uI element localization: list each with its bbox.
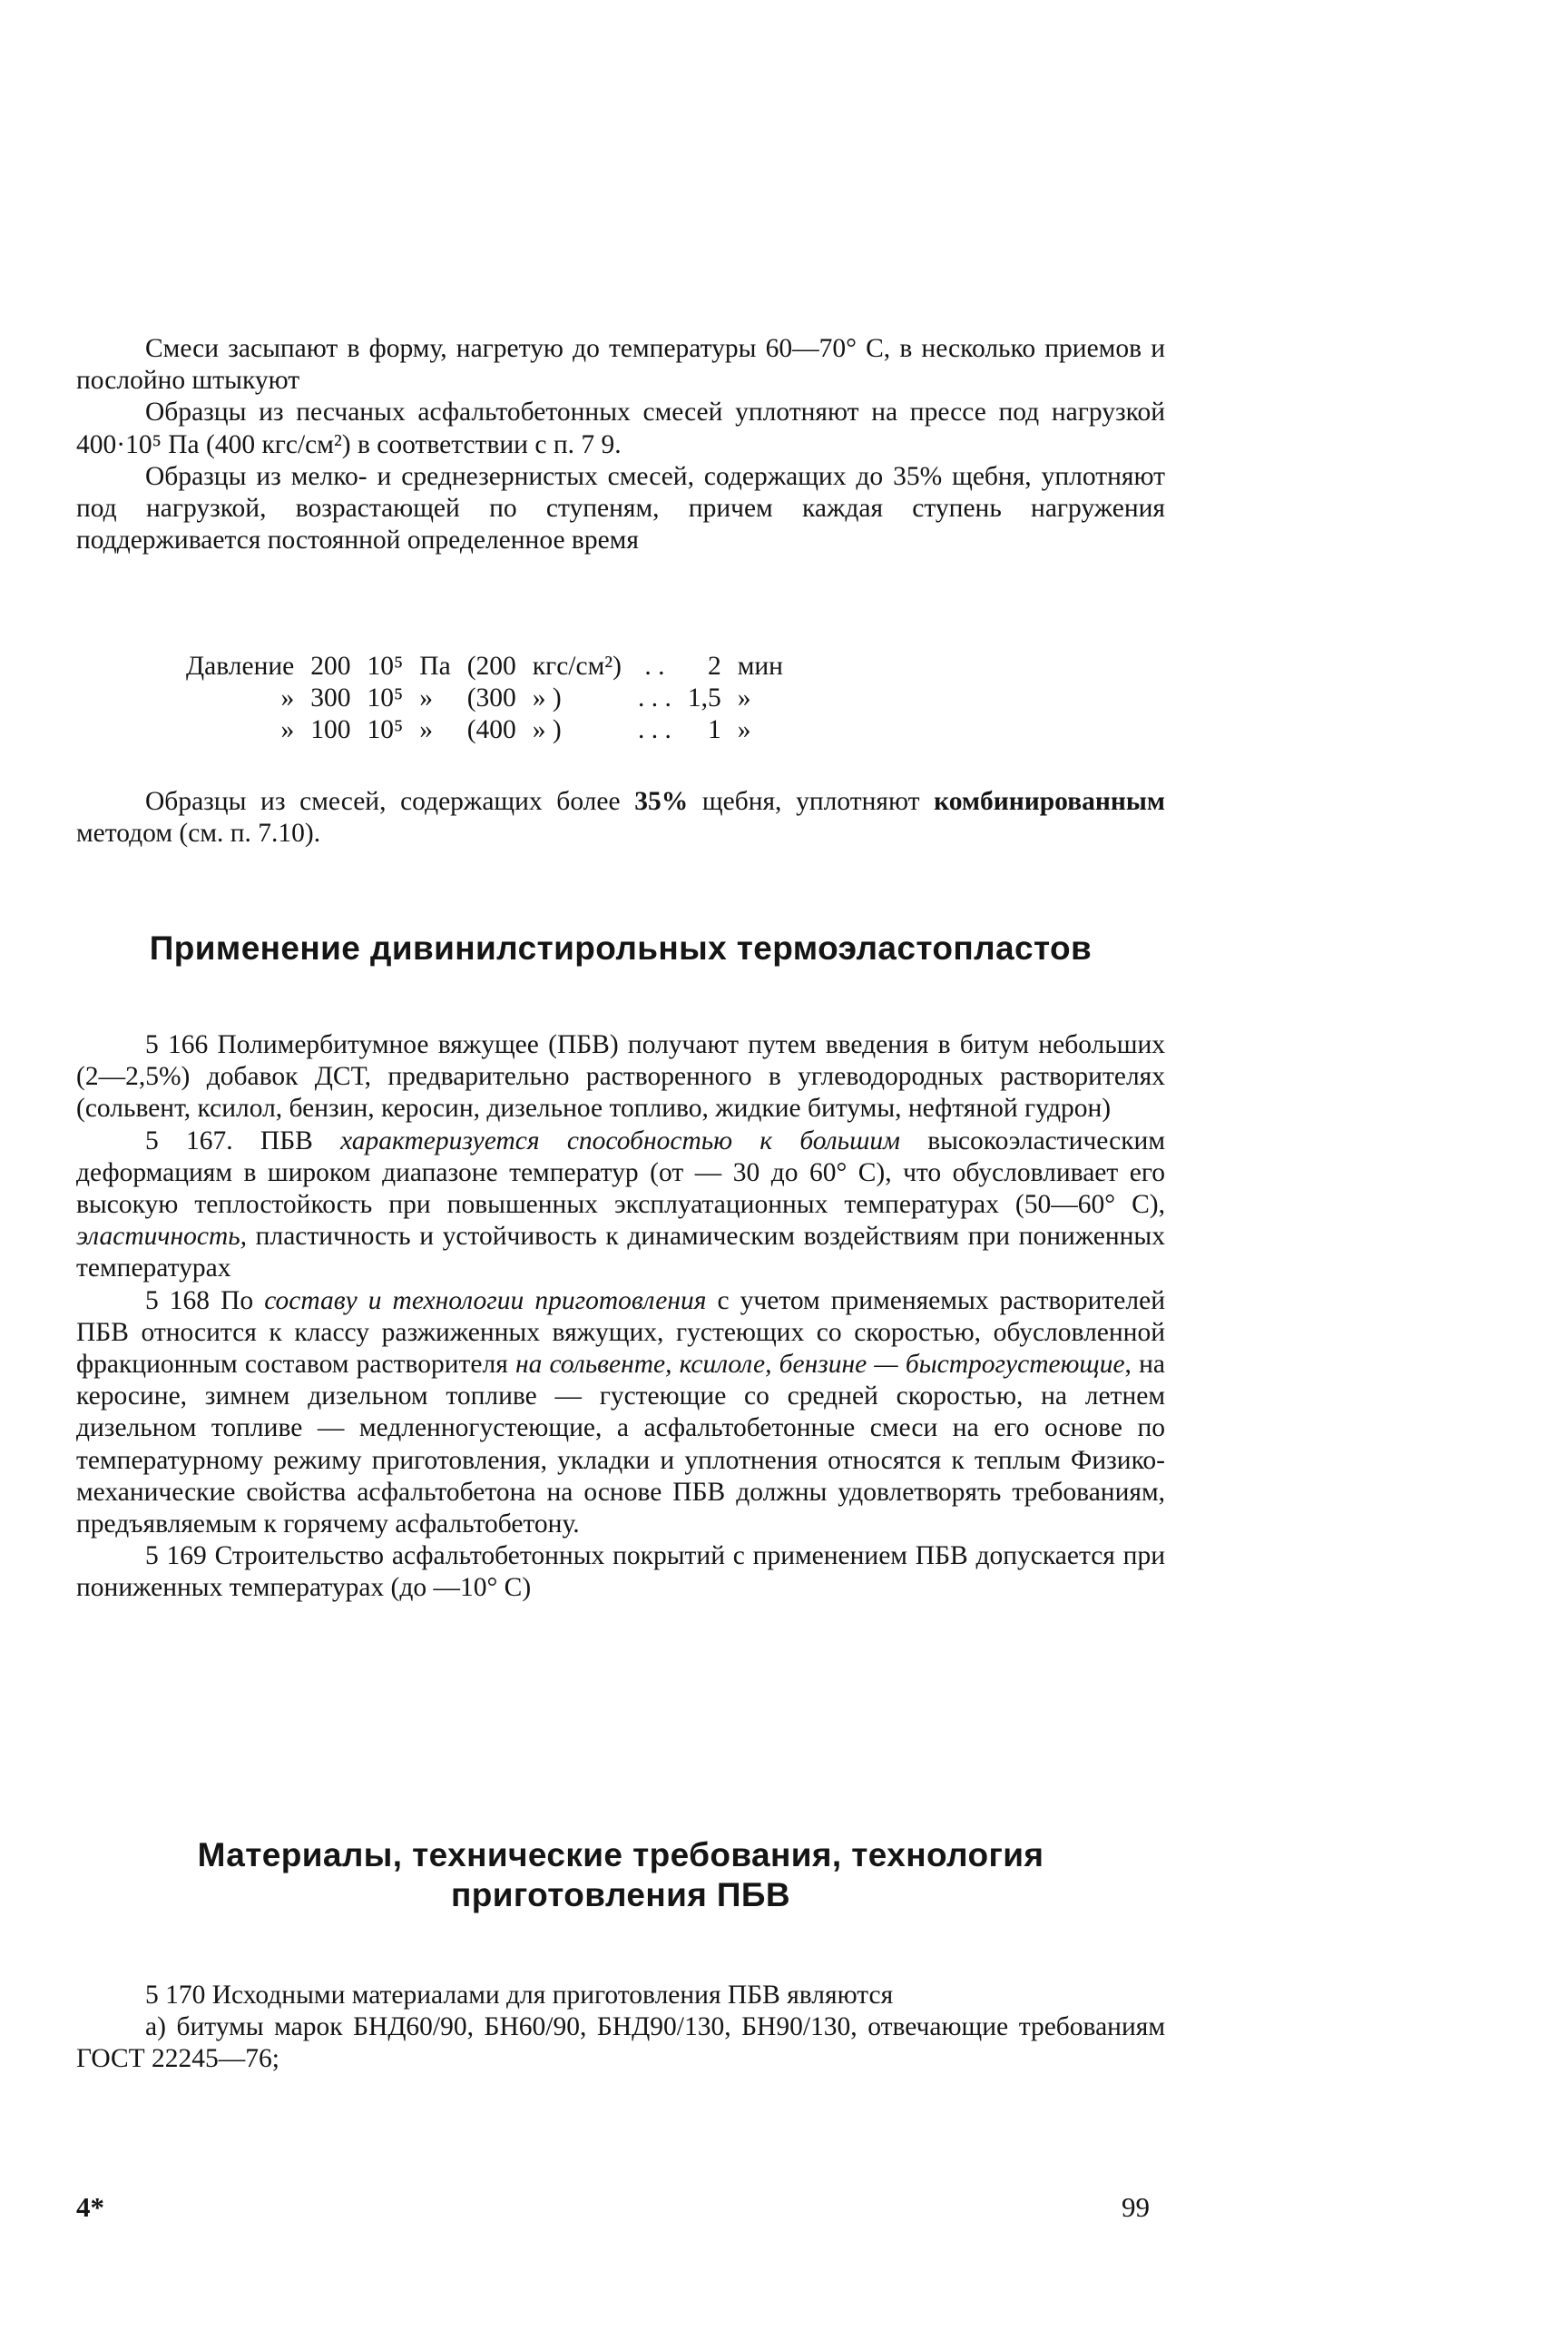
pressure-cell-unit: » [419, 715, 434, 745]
section-heading-thermoplastic-elastomers: Применение дивинилстирольных термоэластопластов [149, 929, 1093, 967]
pressure-cell-value: 300 [310, 683, 351, 713]
pressure-cell-alt-unit: » ) [532, 683, 562, 713]
pressure-cell-unit: Па [419, 652, 451, 681]
pressure-cell-dots: . . [644, 652, 665, 681]
paragraph-5-170: 5 170 Исходными материалами для приготовления ПБВ являются [145, 1981, 894, 2010]
pressure-cell-label: Давление [186, 652, 295, 681]
pressure-cell-time: 1 [707, 715, 721, 745]
pressure-cell-exp: 10⁵ [367, 683, 404, 713]
pressure-cell-label: » [280, 715, 295, 745]
section-heading-materials-line2: приготовления ПБВ [450, 1876, 791, 1913]
paragraph-5-167: 5 167. ПБВ характеризуется способностью к большим высокоэластическим деформациям в широком диапазоне температур (от — 30 до 60° С), что обусловливает его высокую теплостойкость при повышенных эксплуатационных температурах (50—60° С), эластичность, пластичность и устойчивость к динамическим воздействиям при пониженных температурах [76, 1126, 1165, 1283]
pressure-cell-exp: 10⁵ [367, 652, 404, 681]
pressure-row [178, 683, 791, 714]
pressure-row [178, 651, 791, 683]
pressure-cell-alt-open: (400 [466, 715, 516, 745]
combined-method-block [76, 786, 1165, 850]
pressure-cell-time-unit: мин [737, 652, 783, 681]
paragraph-combined-method: Образцы из смесей, содержащих более 35% щебня, уплотняют комбинированным методом (см. п. 7.10). [76, 787, 1165, 849]
intro-block [76, 333, 1165, 556]
pressure-cell-time: 1,5 [687, 683, 721, 713]
paragraph-sand-mix-compaction: Образцы из песчаных асфальтобетонных смесей уплотняют на прессе под нагрузкой 400·10⁵ Па (400 кгс/см²) в соответствии с п. 7 9. [76, 398, 1165, 459]
paragraph-5-168: 5 168 По составу и технологии приготовления с учетом применяемых растворителей ПБВ относится к классу разжиженных вяжущих, густеющих со скоростью, обусловленной фракционным составом растворителя на сольвенте, ксилоле, бензине — быстрогустеющие, на керосине, зимнем дизельном топливе — густеющие со средней скоростью, на летнем дизельном топливе — медленногустеющие, а асфальтобетонные смеси на его основе по температурному режиму приготовления, укладки и уплотнения относятся к теплым Физико-механические свойства асфальтобетона на основе ПБВ должны удовлетворять требованиям, предъявляемым к горячему асфальтобетону. [76, 1285, 1165, 1539]
pressure-row [178, 714, 791, 746]
paragraph-stepwise-loading: Образцы из мелко- и среднезернистых смесей, содержащих до 35% щебня, уплотняют под нагрузкой, возрастающей по ступеням, причем каждая ступень нагружения поддерживается постоянной определенное время [76, 461, 1165, 555]
pressure-cell-label: » [280, 683, 295, 713]
pressure-cell-alt-unit: кгс/см²) [532, 652, 622, 681]
pressure-cell-dots: . . . [637, 683, 671, 713]
page-number: 99 [1122, 2191, 1150, 2223]
signature-mark: 4* [76, 2191, 104, 2223]
materials-block [76, 1980, 1165, 2076]
paragraph-mold-filling: Смеси засыпают в форму, нагретую до температуры 60—70° С, в несколько приемов и послойно штыкуют [76, 334, 1165, 396]
pressure-cell-dots: . . . [637, 715, 671, 745]
pressure-cell-time: 2 [707, 652, 721, 681]
paragraph-5-169: 5 169 Строительство асфальтобетонных покрытий с применением ПБВ допускается при пониженных температурах (до —10° С) [76, 1541, 1165, 1603]
paragraph-5-166: 5 166 Полимербитумное вяжущее (ПБВ) получают путем введения в битум небольших (2—2,5%) добавок ДСТ, предварительно растворенного в углеводородных растворителях (сольвент, ксилол, бензин, керосин, дизельное топливо, жидкие битумы, нефтяной гудрон) [76, 1030, 1165, 1124]
pressure-cell-time-unit: » [737, 715, 751, 745]
section-heading-materials [76, 1835, 1165, 1915]
section-heading-materials-line1: Материалы, технические требования, технология [197, 1836, 1044, 1873]
pressure-cell-value: 100 [310, 715, 351, 745]
paragraph-item-a-bitumens: а) битумы марок БНД60/90, БН60/90, БНД90/130, БН90/130, отвечающие требованиям ГОСТ 22245—76; [76, 2012, 1165, 2074]
pbv-block [76, 1029, 1165, 1605]
pressure-cell-alt-open: (300 [466, 683, 516, 713]
pressure-cell-unit: » [419, 683, 434, 713]
pressure-cell-exp: 10⁵ [367, 715, 404, 745]
pressure-cell-time-unit: » [737, 683, 751, 713]
pressure-cell-alt-open: (200 [466, 652, 516, 681]
pressure-cell-value: 200 [310, 652, 351, 681]
pressure-schedule-table [178, 651, 791, 747]
pressure-cell-alt-unit: » ) [532, 715, 562, 745]
